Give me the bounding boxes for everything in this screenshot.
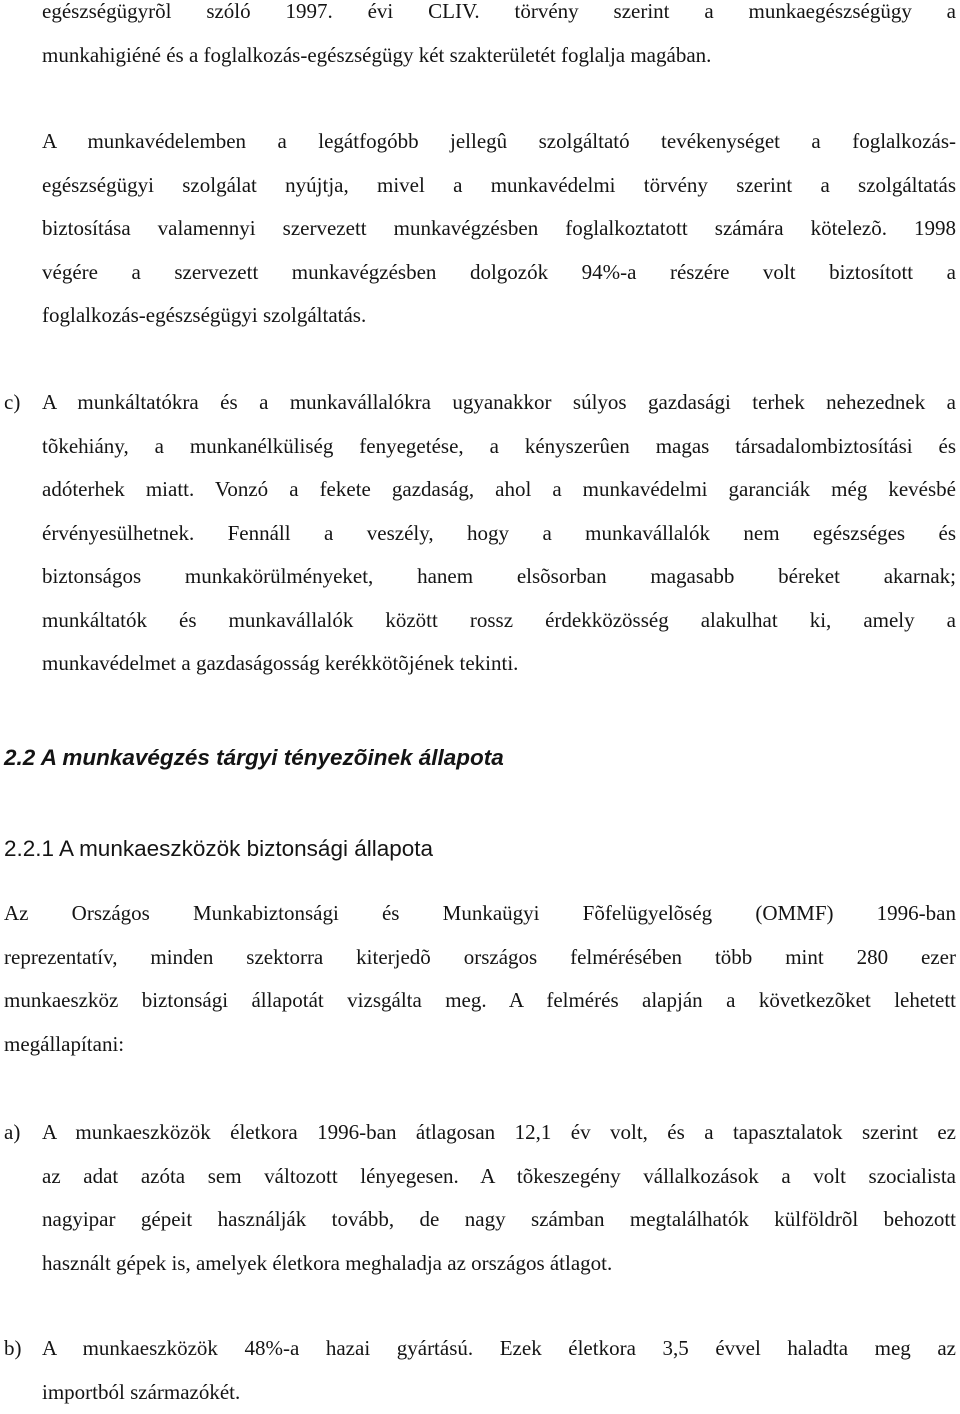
text-line: tõkehiány, a munkanélküliség fenyegetése, a kényszerûen magas társadalombiztosítási és (42, 425, 956, 469)
text-line: munkavédelmet a gazdaságosság kerékkötõjének tekinti. (42, 642, 956, 686)
text-line: reprezentatív, minden szektorra kiterjedõ országos felmérésében több mint 280 ezer (4, 936, 956, 980)
text-line: biztosítása valamennyi szervezett munkavégzésben foglalkoztatott számára kötelezõ. 1998 (42, 207, 956, 251)
list-item-a (42, 1111, 956, 1285)
list-item-b (42, 1327, 956, 1414)
text-line: A munkaeszközök életkora 1996-ban átlagosan 12,1 év volt, és a tapasztalatok szerint ez (42, 1111, 956, 1155)
list-marker-a: a) (4, 1111, 20, 1155)
subsection-heading: 2.2.1 A munkaeszközök biztonsági állapota (4, 836, 433, 862)
text-line: importból származókét. (42, 1371, 956, 1414)
list-marker-b: b) (4, 1327, 22, 1371)
text-line: használt gépek is, amelyek életkora meghaladja az országos átlagot. (42, 1242, 956, 1286)
text-line: munkahigiéné és a foglalkozás-egészségügy két szakterületét foglalja magában. (42, 34, 956, 78)
text-line: adóterhek miatt. Vonzó a fekete gazdaság, ahol a munkavédelmi garanciák még kevésbé (42, 468, 956, 512)
section-heading: 2.2 A munkavégzés tárgyi tényezõinek állapota (4, 745, 504, 771)
list-item-c (42, 381, 956, 686)
text-line: egészségügyrõl szóló 1997. évi CLIV. törvény szerint a munkaegészségügy a (42, 0, 956, 34)
text-line: megállapítani: (4, 1023, 956, 1067)
paragraph-ommf-survey (4, 892, 956, 1066)
text-line: érvényesülhetnek. Fennáll a veszély, hogy a munkavállalók nem egészséges és (42, 512, 956, 556)
text-line: biztonságos munkakörülményeket, hanem elsõsorban magasabb béreket akarnak; (42, 555, 956, 599)
text-line: munkáltatók és munkavállalók között rossz érdekközösség alakulhat ki, amely a (42, 599, 956, 643)
text-line: Az Országos Munkabiztonsági és Munkaügyi Fõfelügyelõség (OMMF) 1996-ban (4, 892, 956, 936)
text-line: nagyipar gépeit használják tovább, de nagy számban megtalálhatók külföldrõl behozott (42, 1198, 956, 1242)
text-line: egészségügyi szolgálat nyújtja, mivel a munkavédelmi törvény szerint a szolgáltatás (42, 164, 956, 208)
paragraph-intro-continuation (42, 0, 956, 77)
text-line: munkaeszköz biztonsági állapotát vizsgálta meg. A felmérés alapján a következõket lehetett (4, 979, 956, 1023)
text-line: foglalkozás-egészségügyi szolgáltatás. (42, 294, 956, 338)
text-line: A munkaeszközök 48%-a hazai gyártású. Ezek életkora 3,5 évvel haladta meg az (42, 1327, 956, 1371)
paragraph-occupational-health-service (42, 120, 956, 338)
text-line: A munkáltatókra és a munkavállalókra ugyanakkor súlyos gazdasági terhek nehezednek a (42, 381, 956, 425)
text-line: A munkavédelemben a legátfogóbb jellegû szolgáltató tevékenységet a foglalkozás- (42, 120, 956, 164)
text-line: végére a szervezett munkavégzésben dolgozók 94%-a részére volt biztosított a (42, 251, 956, 295)
text-line: az adat azóta sem változott lényegesen. A tõkeszegény vállalkozások a volt szocialista (42, 1155, 956, 1199)
list-marker-c: c) (4, 381, 20, 425)
